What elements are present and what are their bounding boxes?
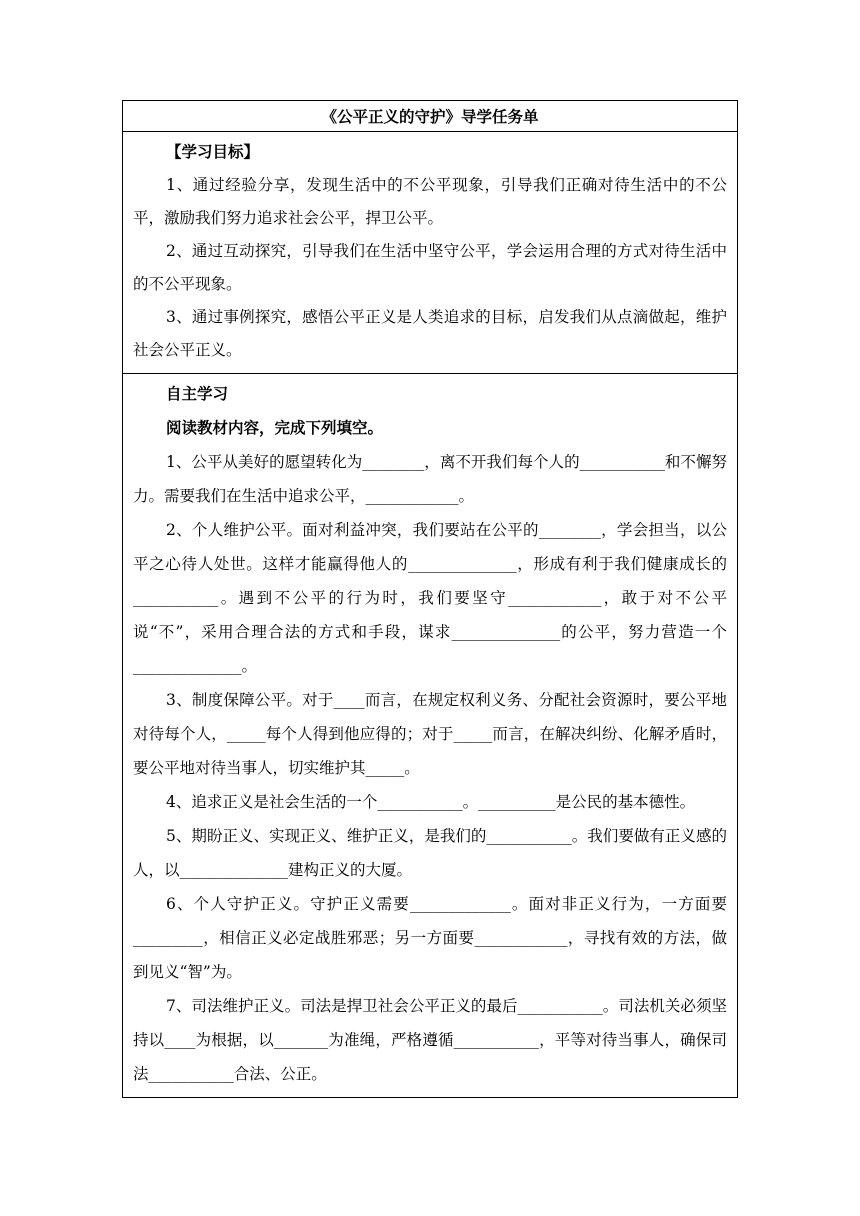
fill-blank-item: 6、个人守护正义。守护正义需要_____________。面对非正义行为，一方面要_________，相信正义必定战胜邪恶；另一方面要____________，寻找有效的方法，做到见义“智”为。	[133, 895, 727, 981]
worksheet-title: 《公平正义的守护》导学任务单	[123, 101, 737, 132]
self-study-heading: 自主学习	[166, 384, 229, 403]
learning-goals-heading: 【学习目标】	[166, 142, 260, 161]
goal-item: 3、通过事例探究，感悟公平正义是人类追求的目标，启发我们从点滴做起，维护社会公平正义。	[133, 308, 727, 359]
worksheet-table	[122, 100, 738, 1098]
self-study-instruction: 阅读教材内容，完成下列填空。	[166, 418, 384, 437]
fill-blank-item: 7、司法维护正义。司法是捍卫社会公平正义的最后___________。司法机关必须坚持以____为根据，以_______为准绳，严格遵循___________，平等对待当事人，确保司法___________合法、公正。	[133, 997, 727, 1083]
learning-goals-section	[123, 132, 737, 374]
goal-item: 2、通过互动探究，引导我们在生活中坚守公平，学会运用合理的方式对待生活中的不公平现象。	[133, 242, 727, 293]
goal-item: 1、通过经验分享，发现生活中的不公平现象，引导我们正确对待生活中的不公平，激励我们努力追求社会公平，捍卫公平。	[133, 176, 727, 227]
self-study-section	[123, 374, 737, 1097]
fill-blank-item: 2、个人维护公平。面对利益冲突，我们要站在公平的________，学会担当，以公平之心待人处世。这样才能赢得他人的______________，形成有利于我们健康成长的___________。遇到不公平的行为时，我们要坚守____________，敢于对不公平说“不”，采用合理合法的方式和手段，谋求______________的公平，努力营造一个______________。	[133, 521, 727, 675]
fill-blank-item: 1、公平从美好的愿望转化为________，离不开我们每个人的___________和不懈努力。需要我们在生活中追求公平，____________。	[133, 453, 727, 505]
fill-blank-item: 5、期盼正义、实现正义、维护正义，是我们的___________。我们要做有正义感的人，以______________建构正义的大厦。	[133, 827, 727, 879]
fill-blank-item: 3、制度保障公平。对于____而言，在规定权利义务、分配社会资源时，要公平地对待每个人，_____每个人得到他应得的；对于_____而言，在解决纠纷、化解矛盾时，要公平地对待当事人，切实维护其_____。	[133, 691, 727, 777]
fill-blank-item: 4、追求正义是社会生活的一个___________。__________是公民的基本德性。	[166, 793, 696, 811]
